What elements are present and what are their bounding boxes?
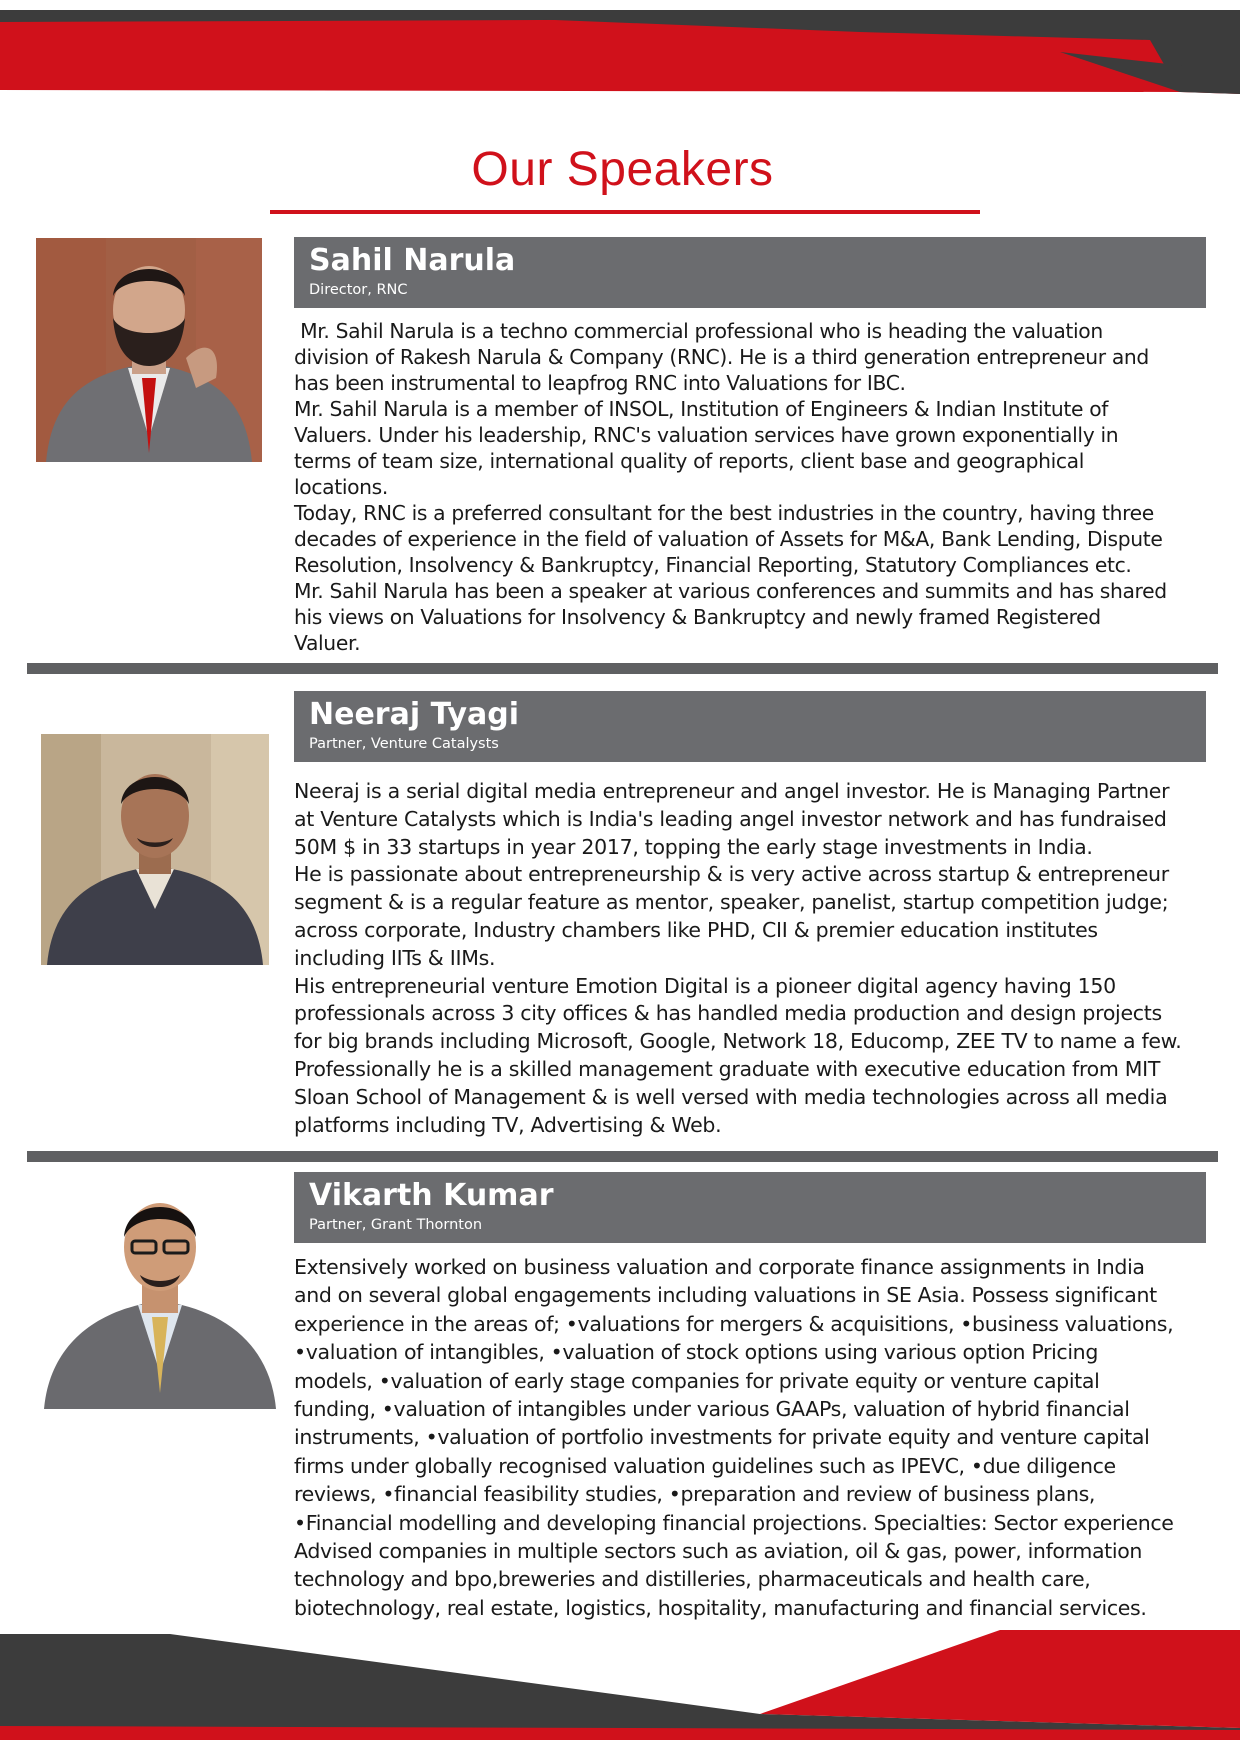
- bio-line: and on several global engagements including valuations in SE Asia. Possess significant: [294, 1283, 1157, 1308]
- speaker-role: Partner, Grant Thornton: [309, 1217, 483, 1233]
- bio-line: at Venture Catalysts which is India's leading angel investor network and has fundraised: [294, 806, 1167, 831]
- bio-line: segment & is a regular feature as mentor, speaker, panelist, startup competition judge;: [294, 890, 1169, 915]
- speaker-name: Vikarth Kumar: [309, 1178, 554, 1213]
- page-title: Our Speakers: [471, 143, 774, 196]
- speaker-name-bar: [294, 691, 1206, 762]
- bio-line: firms under globally recognised valuation guidelines such as IPEVC, •due diligence: [294, 1453, 1116, 1478]
- section-divider: [27, 663, 1218, 674]
- bio-line: Mr. Sahil Narula has been a speaker at various conferences and summits and has shared: [294, 579, 1167, 603]
- speaker-name: Neeraj Tyagi: [309, 697, 520, 732]
- bio-line: platforms including TV, Advertising & Web.: [294, 1112, 722, 1137]
- bio-line: Valuers. Under his leadership, RNC's valuation services have grown exponentially in: [294, 423, 1119, 447]
- bio-line: Today, RNC is a preferred consultant for the best industries in the country, having three: [294, 501, 1154, 525]
- bio-line: including IITs & IIMs.: [294, 945, 496, 970]
- speaker-bio: [294, 318, 1238, 656]
- bio-line: Advised companies in multiple sectors such as aviation, oil & gas, power, information: [294, 1539, 1143, 1564]
- bio-line: Resolution, Insolvency & Bankruptcy, Financial Reporting, Statutory Compliances etc.: [294, 553, 1132, 577]
- bio-line: locations.: [294, 475, 388, 499]
- speaker-bio: [294, 1253, 1238, 1622]
- speaker-photo-neeraj-tyagi: [41, 734, 269, 965]
- bio-line: experience in the areas of; •valuations for mergers & acquisitions, •business valuations,: [294, 1311, 1174, 1336]
- title-underline: [270, 210, 980, 214]
- bio-line: Sloan School of Management & is well versed with media technologies across all media: [294, 1084, 1168, 1109]
- bio-line: for big brands including Microsoft, Google, Network 18, Educomp, ZEE TV to name a few.: [294, 1029, 1182, 1054]
- speaker-name-bar: [294, 237, 1206, 308]
- speaker-photo-sahil-narula: [36, 238, 262, 462]
- bio-line: Valuer.: [294, 631, 361, 655]
- bio-line: biotechnology, real estate, logistics, hospitality, manufacturing and financial services.: [294, 1595, 1147, 1620]
- top-banner: [0, 0, 1240, 100]
- speaker-role: Director, RNC: [309, 282, 408, 298]
- speaker-bio: [294, 778, 1238, 1139]
- speaker-photo-vikarth-kumar: [44, 1183, 276, 1409]
- speaker-role: Partner, Venture Catalysts: [309, 736, 499, 752]
- section-divider: [27, 1151, 1218, 1162]
- bio-line: Neeraj is a serial digital media entrepreneur and angel investor. He is Managing Partner: [294, 779, 1170, 803]
- bio-line: technology and bpo,breweries and distilleries, pharmaceuticals and health care,: [294, 1567, 1091, 1592]
- bio-line: funding, •valuation of intangibles under various GAAPs, valuation of hybrid financial: [294, 1397, 1130, 1422]
- bio-line: terms of team size, international quality of reports, client base and geographical: [294, 449, 1085, 473]
- bio-line: •Financial modelling and developing financial projections. Specialties: Sector experience: [294, 1510, 1174, 1535]
- bio-line: professionals across 3 city offices & has handled media production and design projects: [294, 1001, 1162, 1026]
- bio-line: Extensively worked on business valuation and corporate finance assignments in India: [294, 1255, 1145, 1279]
- bio-line: Mr. Sahil Narula is a techno commercial professional who is heading the valuation: [294, 319, 1103, 343]
- speaker-name: Sahil Narula: [309, 243, 516, 278]
- bio-line: His entrepreneurial venture Emotion Digital is a pioneer digital agency having 150: [294, 973, 1116, 998]
- bio-line: his views on Valuations for Insolvency & Bankruptcy and newly framed Registered: [294, 605, 1101, 629]
- bio-line: He is passionate about entrepreneurship & is very active across startup & entrepreneur: [294, 862, 1169, 887]
- bio-line: •valuation of intangibles, •valuation of stock options using various option Pricing: [294, 1340, 1098, 1365]
- bio-line: 50M $ in 33 startups in year 2017, topping the early stage investments in India.: [294, 834, 1093, 859]
- bio-line: decades of experience in the field of valuation of Assets for M&A, Bank Lending, Dispute: [294, 527, 1163, 551]
- bio-line: Professionally he is a skilled management graduate with executive education from MIT: [294, 1056, 1161, 1081]
- bio-line: has been instrumental to leapfrog RNC into Valuations for IBC.: [294, 371, 906, 395]
- speaker-name-bar: [294, 1172, 1206, 1243]
- bio-line: Mr. Sahil Narula is a member of INSOL, Institution of Engineers & Indian Institute of: [294, 397, 1109, 421]
- bio-line: instruments, •valuation of portfolio investments for private equity and venture capital: [294, 1425, 1150, 1450]
- bio-line: reviews, •financial feasibility studies, •preparation and review of business plans,: [294, 1482, 1096, 1507]
- bio-line: across corporate, Industry chambers like PHD, CII & premier education institutes: [294, 917, 1098, 942]
- bottom-banner: [0, 1630, 1240, 1754]
- bio-line: models, •valuation of early stage companies for private equity or venture capital: [294, 1368, 1100, 1393]
- bio-line: division of Rakesh Narula & Company (RNC). He is a third generation entrepreneur and: [294, 345, 1149, 369]
